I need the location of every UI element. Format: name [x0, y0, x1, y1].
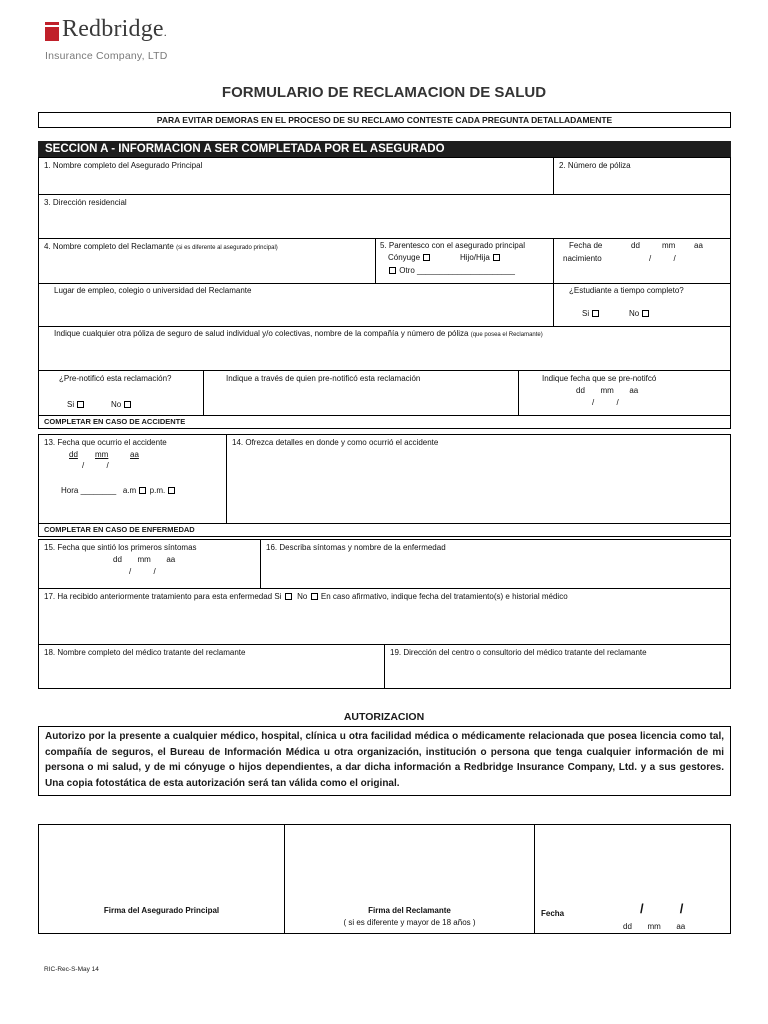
logo-name: Redbridge.	[62, 16, 167, 42]
checkbox-student-yes[interactable]	[592, 310, 599, 317]
field-birthdate[interactable]	[553, 238, 731, 284]
prenotified-by-label: Indique a través de quien pre-notificó esta reclamación	[226, 374, 421, 383]
field-prenotified	[38, 370, 204, 416]
accident-time[interactable]: Hora ________ a.m p.m.	[61, 485, 176, 496]
signature-date[interactable]	[534, 824, 731, 934]
prenotified-date-slashes: / /	[592, 398, 619, 407]
field-symptom-date[interactable]	[38, 539, 261, 589]
field-fulltime-student	[553, 283, 731, 327]
notice-banner: PARA EVITAR DEMORAS EN EL PROCESO DE SU RECLAMO CONTESTE CADA PREGUNTA DETALLADAMENTE	[38, 112, 731, 128]
checkbox-child[interactable]	[493, 254, 500, 261]
student-label: ¿Estudiante a tiempo completo?	[569, 286, 684, 295]
symptoms-label: 16. Describa síntomas y nombre de la enfermedad	[266, 543, 446, 552]
prenotified-no-option[interactable]: No	[111, 399, 132, 410]
field-employer-label: Lugar de empleo, colegio o universidad del Reclamante	[54, 286, 252, 295]
field-policy-number[interactable]	[553, 157, 731, 195]
signature-insured-label: Firma del Asegurado Principal	[103, 906, 220, 915]
signature-claimant[interactable]	[284, 824, 535, 934]
birthdate-mm: mm	[662, 241, 676, 250]
logo-subtitle: Insurance Company, LTD	[45, 50, 168, 62]
field-doctor-address[interactable]	[384, 644, 731, 689]
previous-treatment-label: 17. Ha recibido anteriormente tratamiento para esta enfermedad Si No En caso afirmativo, indique fecha del tratamiento(s) e historial médico	[44, 592, 568, 601]
birthdate-label-2: nacimiento	[563, 254, 602, 263]
option-other[interactable]: Otro ______________________	[388, 265, 515, 276]
prenotified-label: ¿Pre-notificó esta reclamación?	[59, 374, 172, 383]
field-prenotified-by[interactable]	[203, 370, 519, 416]
accident-aa: aa	[130, 450, 139, 459]
field-doctor-name[interactable]	[38, 644, 385, 689]
signature-date-slashes: / /	[640, 901, 684, 916]
option-spouse[interactable]: Cónyuge	[388, 252, 431, 263]
field-claimant-name-label: 4. Nombre completo del Reclamante (si es diferente al asegurado principal)	[44, 242, 278, 251]
symptom-date-label: 15. Fecha que sintió los primeros síntomas	[44, 543, 197, 552]
logo-mark-icon	[45, 22, 59, 41]
checkbox-prenotified-no[interactable]	[124, 401, 131, 408]
field-claimant-name[interactable]	[38, 238, 376, 284]
accident-date-label: 13. Fecha que ocurrio el accidente	[44, 438, 167, 447]
prenotified-date-label: Indique fecha que se pre-notifcó	[542, 374, 657, 383]
field-relationship	[375, 238, 554, 284]
field-relationship-label: 5. Parentesco con el asegurado principal	[380, 241, 525, 250]
student-yes-option[interactable]: Si	[582, 308, 600, 319]
prenotified-yes-option[interactable]: Si	[67, 399, 85, 410]
doctor-address-label: 19. Dirección del centro o consultorio del médico tratante del reclamante	[390, 648, 647, 657]
field-address-label: 3. Dirección residencial	[44, 198, 127, 207]
accident-date-slashes: / /	[82, 461, 109, 470]
authorization-title: AUTORIZACION	[343, 711, 425, 723]
checkbox-am[interactable]	[139, 487, 146, 494]
field-other-policies-label: Indique cualquier otra póliza de seguro de salud individual y/o colectivas, nombre de la compañía y número de póliza (que posea el Reclamante)	[54, 329, 543, 338]
option-child[interactable]: Hijo/Hija	[460, 252, 501, 263]
section-a-header: SECCION A - INFORMACION A SER COMPLETADA POR EL ASEGURADO	[38, 141, 731, 158]
field-address[interactable]	[38, 194, 731, 239]
field-accident-date[interactable]	[38, 434, 227, 524]
doctor-name-label: 18. Nombre completo del médico tratante del reclamante	[44, 648, 246, 657]
checkbox-prenotified-yes[interactable]	[77, 401, 84, 408]
field-previous-treatment[interactable]	[38, 588, 731, 645]
prenotified-date-format: dd mm aa	[576, 386, 639, 395]
field-insured-name-label: 1. Nombre completo del Asegurado Principal	[44, 161, 203, 170]
checkbox-treatment-no[interactable]	[311, 593, 318, 600]
checkbox-spouse[interactable]	[423, 254, 430, 261]
signature-date-label: Fecha	[541, 909, 565, 918]
symptom-date-format: dd mm aa	[113, 555, 176, 564]
form-title: FORMULARIO DE RECLAMACION DE SALUD	[221, 84, 547, 101]
checkbox-student-no[interactable]	[642, 310, 649, 317]
field-other-policies[interactable]	[38, 326, 731, 371]
authorization-text: Autorizo por la presente a cualquier médico, hospital, clínica u otra facilidad médica o médicamente relacionada que posea licencia como tal, compañía de seguros, el Bureau de Información Médica u otra organización, institución o persona que tenga cualquier información de mi persona o mi salud, y de mi cónyuge o hijos dependientes, a dar dicha información a Redbridge Insurance Company, Ltd. y a sus gestores. Una copia fotostática de esta autorización será tan válida como el original.	[38, 726, 731, 796]
accident-subheader: COMPLETAR EN CASO DE ACCIDENTE	[38, 415, 731, 429]
checkbox-pm[interactable]	[168, 487, 175, 494]
symptom-date-slashes: / /	[129, 567, 156, 576]
illness-subheader: COMPLETAR EN CASO DE ENFERMEDAD	[38, 523, 731, 537]
checkbox-other[interactable]	[389, 267, 396, 274]
field-symptoms[interactable]	[260, 539, 731, 589]
accident-details-label: 14. Ofrezca detalles en donde y como ocurrió el accidente	[232, 438, 439, 447]
field-insured-name[interactable]	[38, 157, 554, 195]
birthdate-aa: aa	[694, 241, 703, 250]
birthdate-dd: dd	[631, 241, 640, 250]
signature-insured[interactable]	[38, 824, 285, 934]
checkbox-treatment-yes[interactable]	[285, 593, 292, 600]
birthdate-label-1: Fecha de	[569, 241, 603, 250]
field-accident-details[interactable]	[226, 434, 731, 524]
form-code: RIC-Rec-S-May 14	[44, 966, 99, 973]
field-policy-number-label: 2. Número de póliza	[559, 161, 631, 170]
birthdate-slashes: / /	[649, 254, 676, 263]
field-employer[interactable]	[38, 283, 554, 327]
accident-dd: dd	[69, 450, 78, 459]
field-prenotified-date[interactable]	[518, 370, 731, 416]
student-no-option[interactable]: No	[629, 308, 650, 319]
signature-date-format: dd mm aa	[623, 922, 686, 931]
signature-claimant-note: ( si es diferente y mayor de 18 años )	[343, 918, 476, 927]
accident-mm: mm	[95, 450, 109, 459]
signature-claimant-label: Firma del Reclamante	[368, 906, 451, 915]
